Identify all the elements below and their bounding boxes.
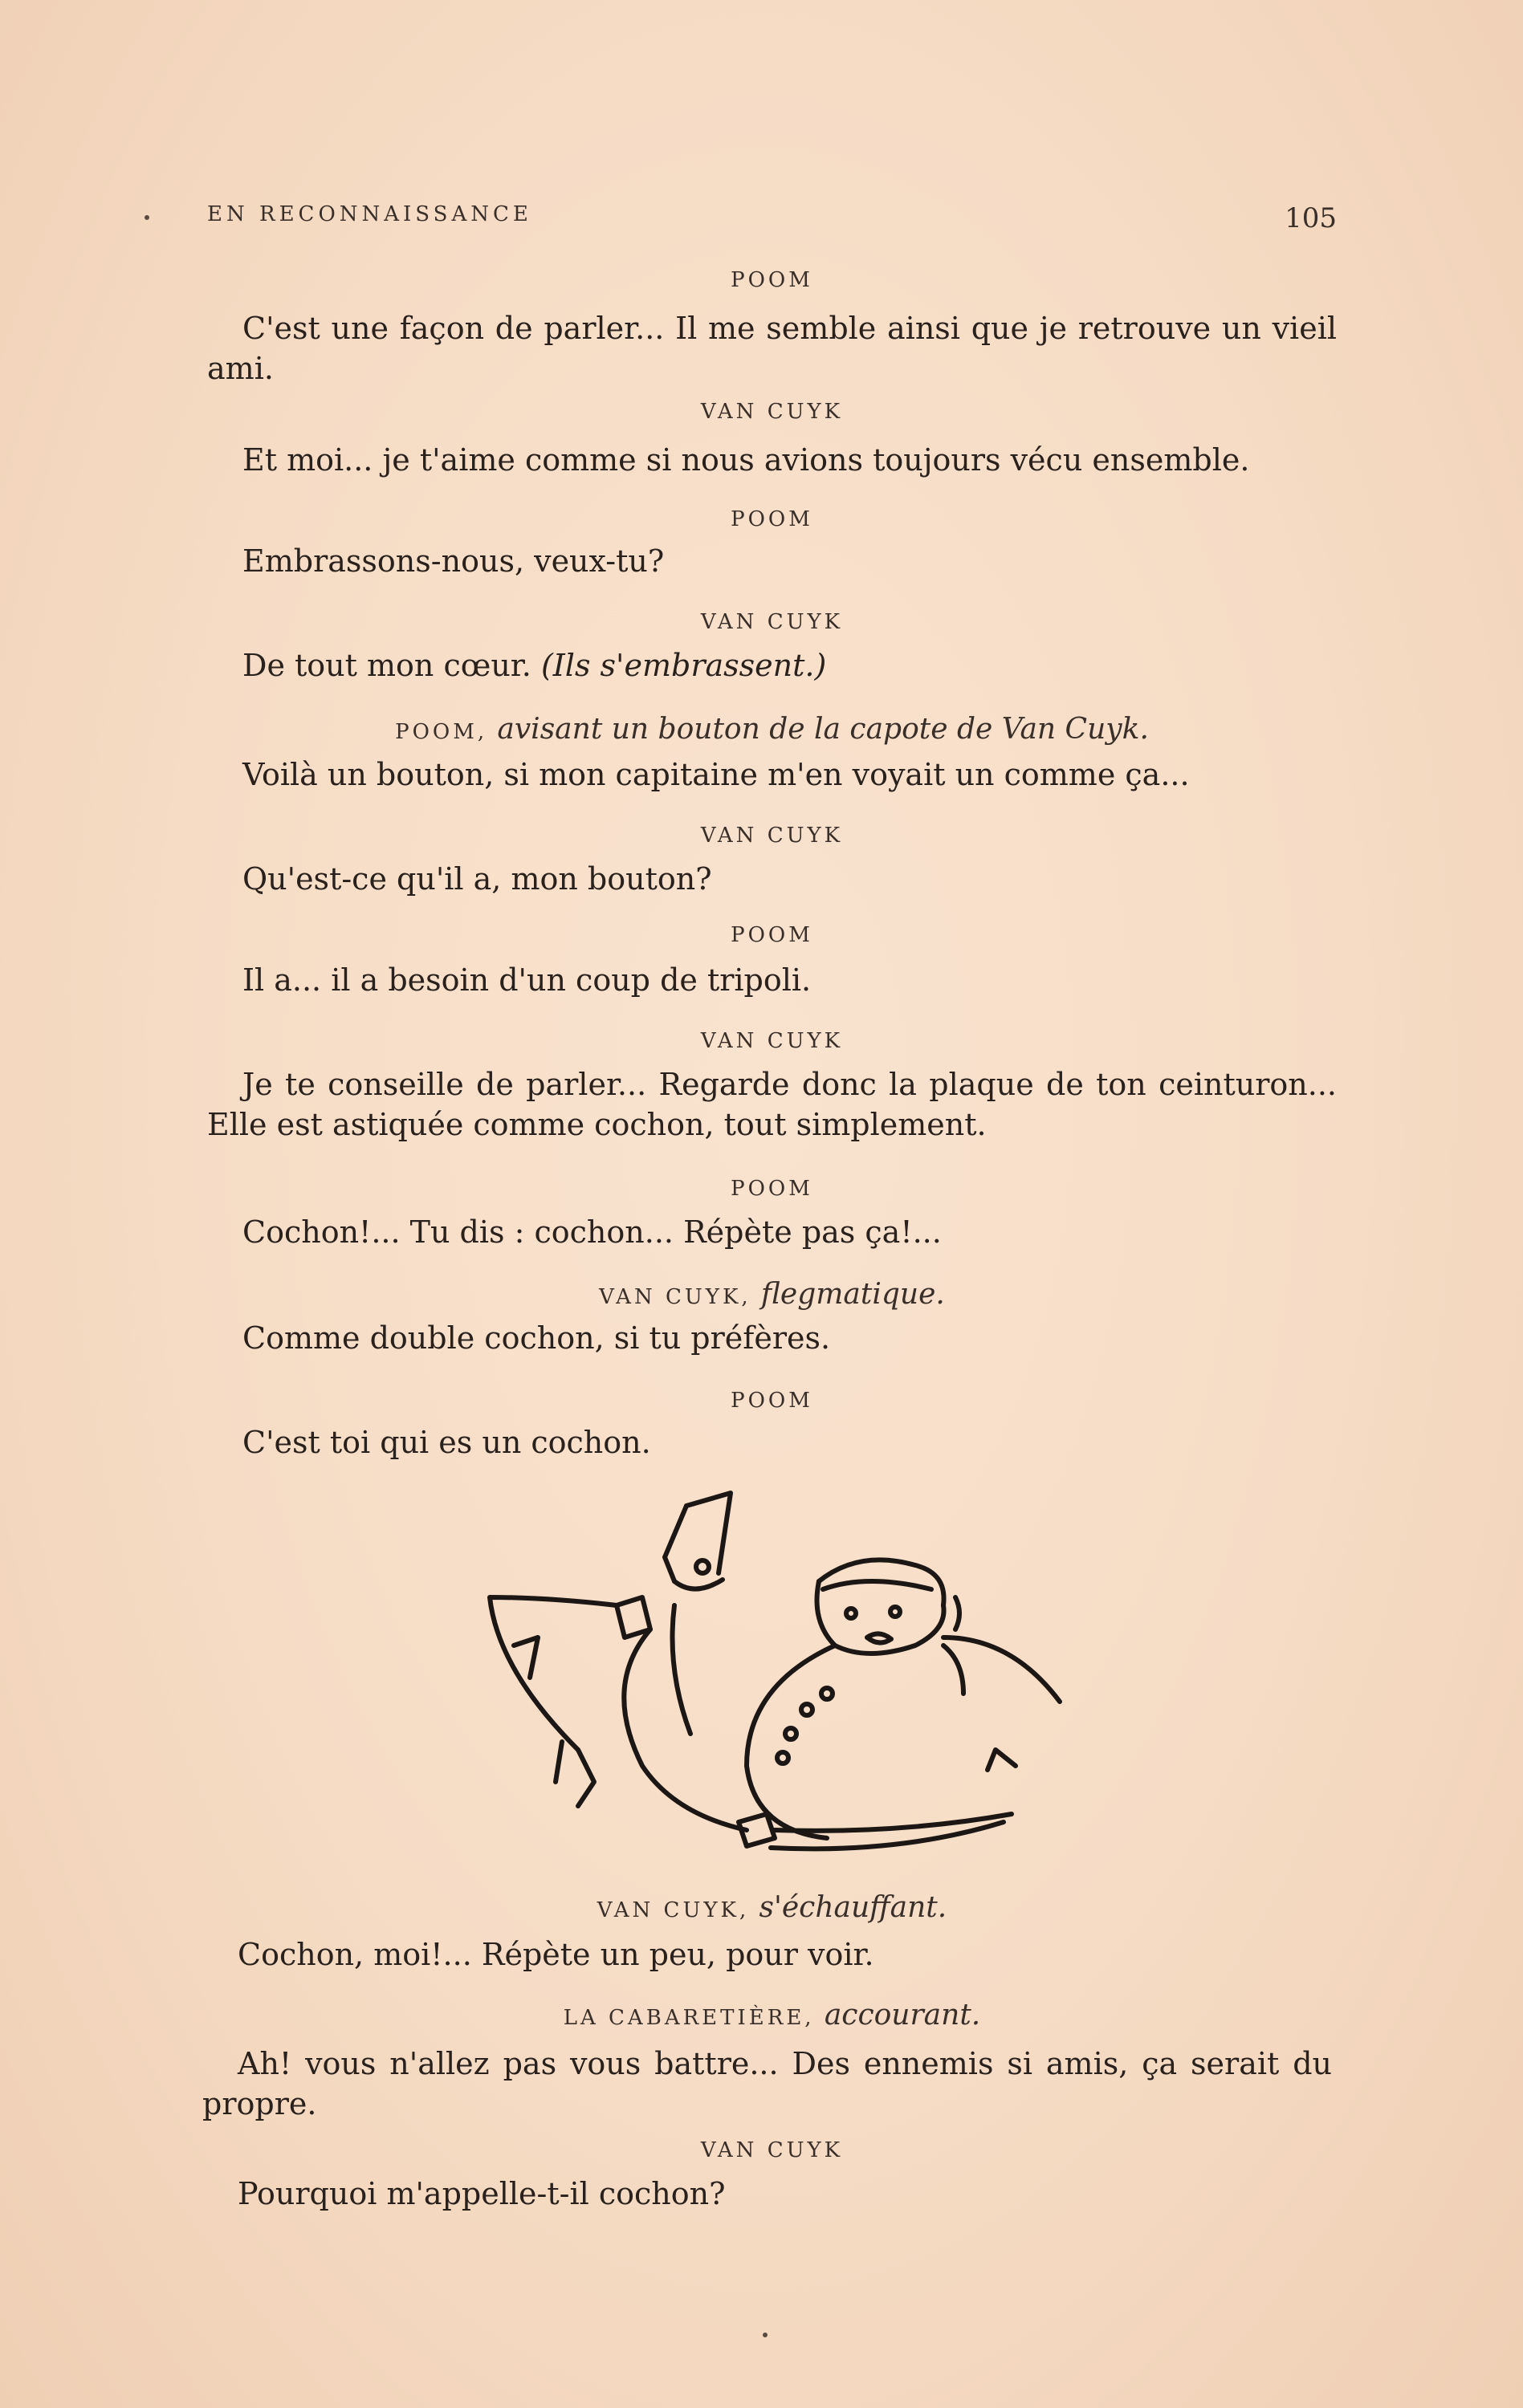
speaker-name: VAN CUYK: [700, 824, 844, 848]
page-number: 105: [1285, 202, 1337, 234]
dialogue-line: Comme double cochon, si tu préfères.: [242, 1320, 831, 1356]
stage-direction: flegmatique.: [760, 1278, 945, 1311]
dialogue-line: C'est une façon de parler... Il me semble ainsi que je retrouve un vieil ami.: [207, 311, 1337, 386]
dialogue-line: Cochon, moi!... Répète un peu, pour voir.: [238, 1937, 874, 1972]
speaker-name: VAN CUYK: [700, 1029, 844, 1053]
dialogue-line: Voilà un bouton, si mon capitaine m'en voyait un comme ça...: [242, 757, 1190, 792]
dialogue-line: Ah! vous n'allez pas vous battre... Des ennemis si amis, ça serait du propre.: [202, 2046, 1332, 2121]
speaker-name: POOM: [731, 268, 813, 292]
dialogue-text: De tout mon cœur.: [242, 648, 531, 683]
stage-direction: (Ils s'embrassent.): [540, 648, 827, 683]
running-head: [207, 202, 1337, 234]
dialogue-line: Cochon!... Tu dis : cochon... Répète pas ça!...: [242, 1214, 942, 1250]
dialogue-line: Il a... il a besoin d'un coup de tripoli.: [242, 962, 812, 998]
speaker-name: POOM: [731, 1177, 813, 1201]
speaker-name: POOM: [731, 1389, 813, 1413]
running-title: EN RECONNAISSANCE: [207, 202, 532, 226]
speaker-name: POOM: [731, 507, 813, 531]
speaker-name: POOM, avisant un bouton de la capote de Van Cuyk.: [395, 713, 1149, 746]
dialogue-line: Pourquoi m'appelle-t-il cochon?: [238, 2176, 726, 2211]
stage-direction: accourant.: [824, 1999, 981, 2032]
dialogue-line: Et moi... je t'aime comme si nous avions toujours vécu ensemble.: [242, 442, 1250, 478]
ornament-dot: [763, 2333, 768, 2337]
dialogue-line: Je te conseille de parler... Regarde donc la plaque de ton ceinturon... Elle est astiquée comme cochon, tout simplement.: [207, 1067, 1337, 1142]
illustration-two-soldiers: [482, 1477, 1076, 1862]
ornament-dot: [145, 215, 149, 220]
dialogue-line: C'est toi qui es un cochon.: [242, 1425, 651, 1460]
stage-direction: avisant un bouton de la capote de Van Cuyk.: [497, 713, 1149, 746]
speaker-name: VAN CUYK: [700, 400, 844, 424]
speaker-name: VAN CUYK, flegmatique.: [599, 1278, 945, 1311]
dialogue-line: [207, 645, 1337, 685]
speaker-name: VAN CUYK: [700, 2138, 844, 2162]
speaker-name: LA CABARETIÈRE, accourant.: [563, 1999, 981, 2032]
speaker-name: POOM: [731, 923, 813, 947]
speaker-name: VAN CUYK, s'échauffant.: [597, 1891, 947, 1924]
speaker-name: VAN CUYK: [700, 610, 844, 634]
stage-direction: s'échauffant.: [759, 1891, 947, 1924]
dialogue-line: Embrassons-nous, veux-tu?: [242, 543, 665, 579]
dialogue-line: Qu'est-ce qu'il a, mon bouton?: [242, 861, 712, 897]
